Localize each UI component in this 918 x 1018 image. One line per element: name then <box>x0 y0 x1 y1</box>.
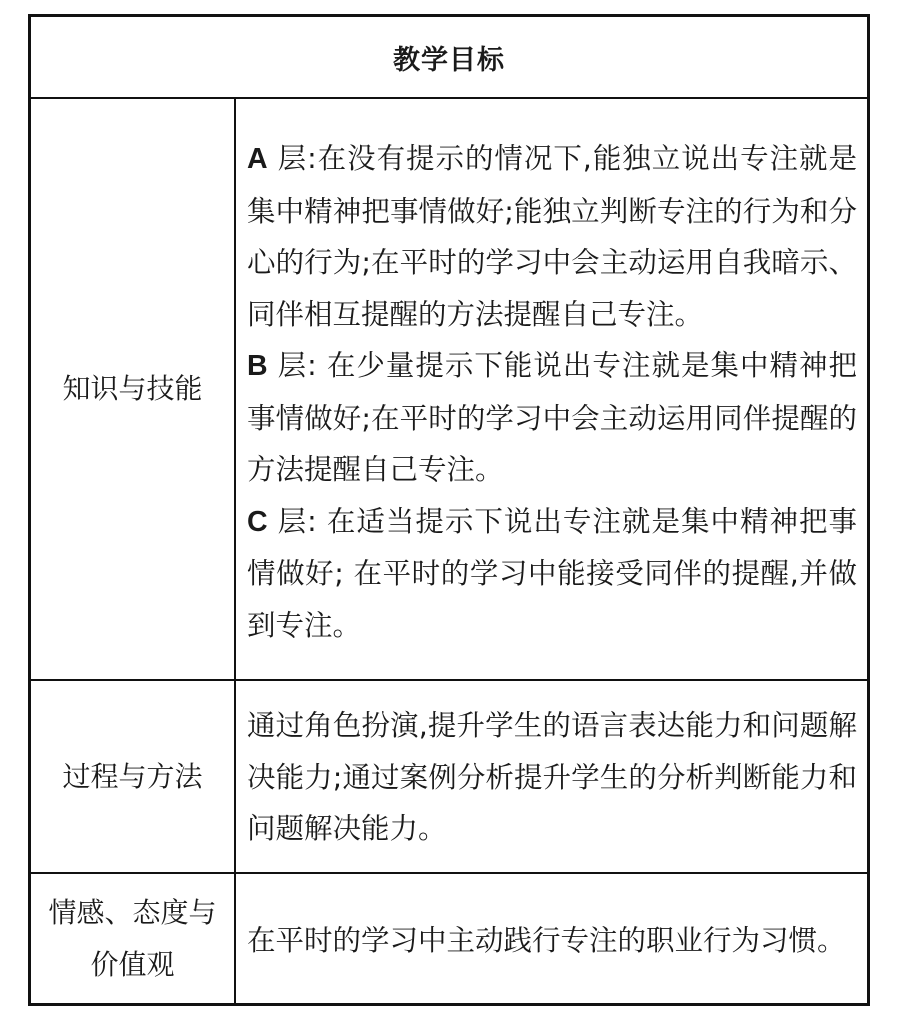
level-b-text: 层: 在少量提示下能说出专注就是集中精神把事情做好;在平时的学习中会主动运用同伴提醒的方法提醒自己专注。 <box>247 349 857 486</box>
table-row-attitude-values <box>31 874 867 1003</box>
level-c-marker: C <box>247 505 268 538</box>
row-label-cell <box>31 99 236 679</box>
row-label-process-methods: 过程与方法 <box>62 759 203 793</box>
level-c-paragraph <box>247 496 857 652</box>
row-label-attitude-values: 情感、态度与价值观 <box>48 895 217 981</box>
row-content-cell <box>236 99 867 679</box>
table-title: 教学目标 <box>393 44 505 76</box>
level-a-marker: A <box>247 143 268 175</box>
level-b-marker: B <box>247 350 268 382</box>
row-label-cell <box>31 681 236 872</box>
table-row-process-methods <box>31 681 867 874</box>
teaching-goals-table <box>28 14 870 1006</box>
level-a-text: 层:在没有提示的情况下,能独立说出专注就是集中精神把事情做好;能独立判断专注的行为和分心的行为;在平时的学习中会主动运用自我暗示、同伴相互提醒的方法提醒自己专注。 <box>247 142 857 331</box>
row-content-cell <box>236 874 867 1003</box>
table-title-row <box>31 17 867 99</box>
row-label-cell <box>31 874 236 1003</box>
level-a-paragraph <box>247 133 857 340</box>
table-row-knowledge-skills <box>31 99 867 681</box>
process-methods-text: 通过角色扮演,提升学生的语言表达能力和问题解决能力;通过案例分析提升学生的分析判断能力和问题解决能力。 <box>247 709 857 845</box>
attitude-values-text: 在平时的学习中主动践行专注的职业行为习惯。 <box>247 924 846 957</box>
row-label-knowledge-skills: 知识与技能 <box>62 372 203 405</box>
level-b-paragraph <box>247 340 857 496</box>
level-c-text: 层: 在适当提示下说出专注就是集中精神把事情做好; 在平时的学习中能接受同伴的提醒,并做到专注。 <box>247 504 857 642</box>
row-content-cell <box>236 681 867 872</box>
